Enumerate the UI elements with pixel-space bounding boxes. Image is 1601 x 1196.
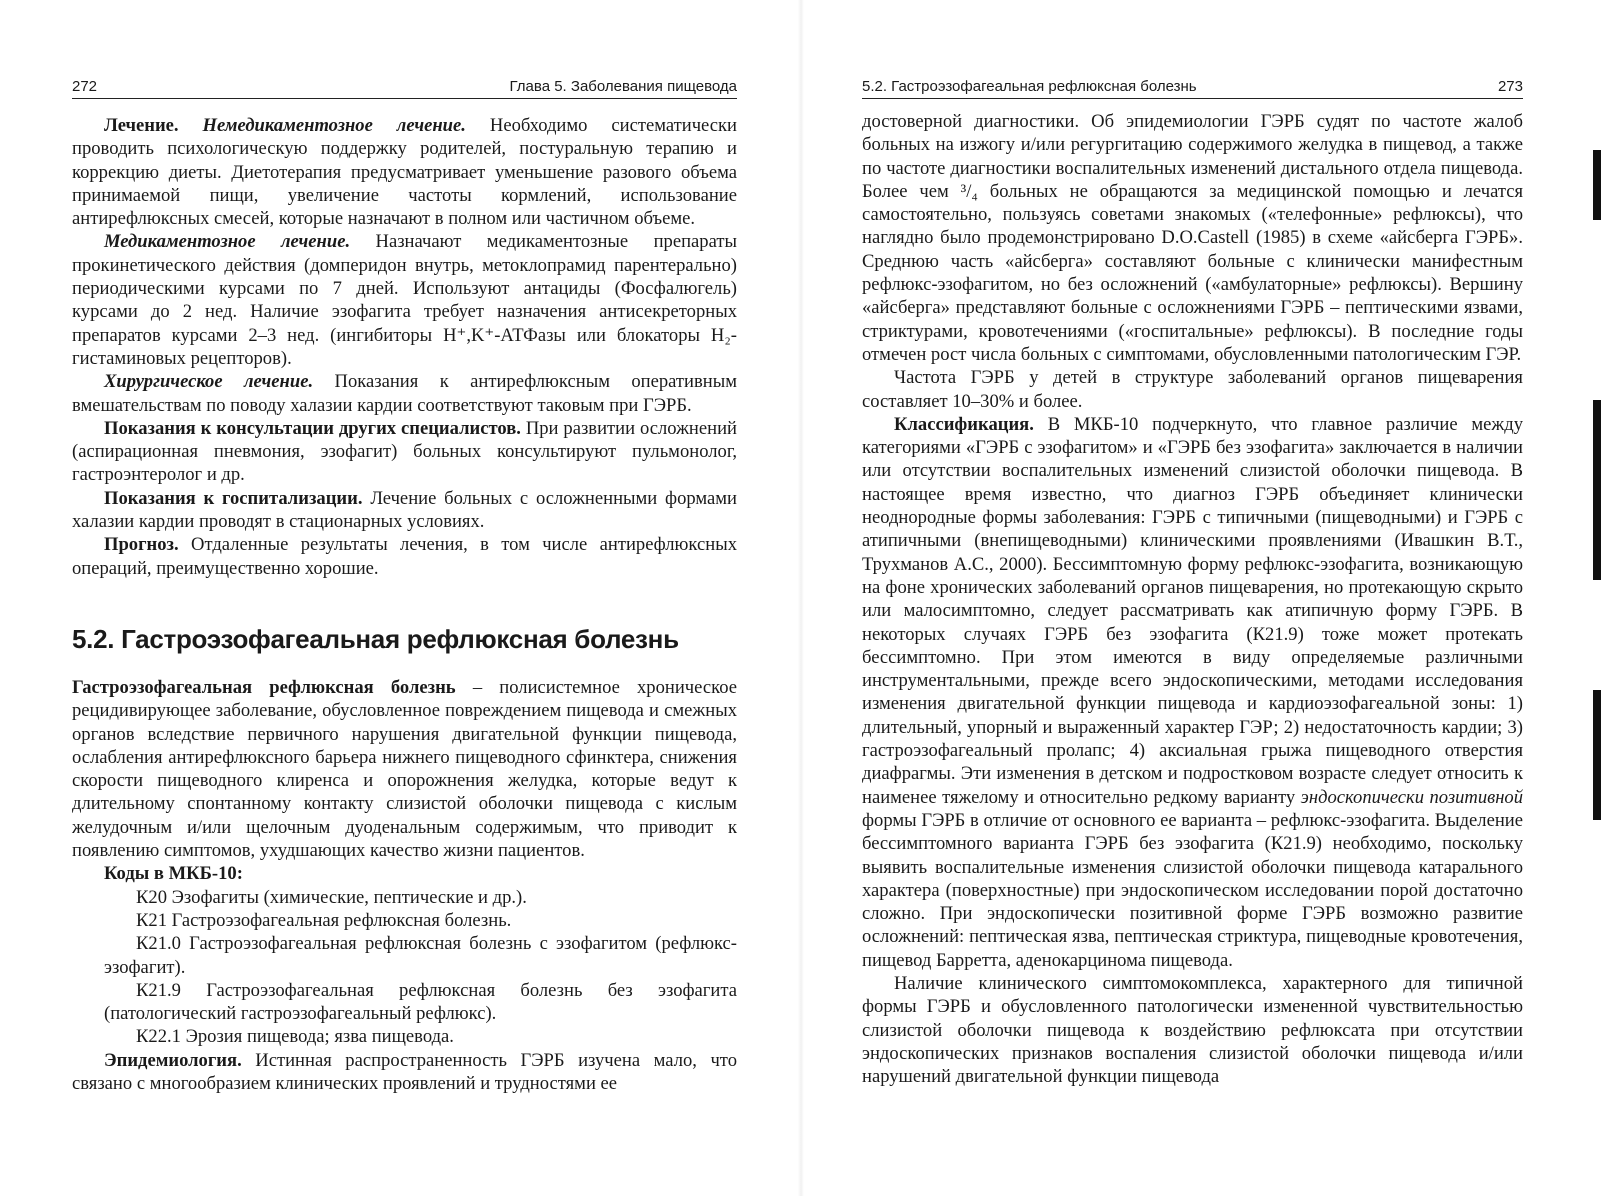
paragraph-text: Истинная распространенность ГЭРБ изучена мало, что связано с многообразием клинических проявлений и трудностями ее (72, 1049, 737, 1095)
code-item: К22.1 Эрозия пищевода; язва пищевода. (136, 1026, 454, 1048)
code-item: К20 Эзофагиты (химические, пептические и др.). (136, 886, 527, 908)
paragraph-label: Прогноз. (104, 534, 179, 556)
paragraph-sublabel: Немедикаментозное лечение. (202, 115, 466, 136)
paragraph (72, 487, 737, 534)
paragraph-label: Классификация. (894, 413, 1034, 435)
left-page-header (72, 78, 737, 99)
running-head: Глава 5. Заболевания пищевода (509, 78, 737, 95)
paragraph: достоверной диагностики. Об эпидемиологии ГЭРБ судят по частоте жалоб больных на изжогу и/или регургитацию содержимого желудка в пищевод, а также по частоте диагностики воспалительных изменений дистального отдела пищевода. Более чем ³/₄ больных не обращаются за медицинской помощью и лечатся самостоятельно, пользуясь советами знакомых («телефонные» рефлюксы), что наглядно было продемонстрировано D.O.Castell (1985) в схеме «айсберга ГЭРБ». Среднюю часть «айсберга» составляют больные с клинически манифестным рефлюкс-эзофагитом, но без осложнений («амбулаторные» рефлюксы). Вершину «айсберга» представляют больные с осложнениями ГЭРБ – пептическими язвами, стриктурами, кровотечениями («госпитальные» рефлюксы). В последние годы отмечен рост числа больных с симптомами, обусловленными патологическим ГЭР. (862, 111, 1523, 365)
page-edge-mark (1593, 690, 1601, 820)
paragraph (72, 370, 737, 417)
paragraph-text: Назначают медикаментозные препараты прокинетического действия (домперидон внутрь, метоклопрамид парентерально) периодическими курсами по 7 дней. Используют антациды (Фосфалюгель) курсами до 2 нед. Наличие эзофагита требует назначения антисекреторных препаратов курсами 2–3 нед. (ингибиторы H⁺,K⁺-АТФазы или блокаторы H₂-гистаминовых рецепторов). (72, 231, 737, 369)
right-page-header (862, 78, 1523, 99)
left-body-top (72, 114, 737, 580)
paragraph-text: формы ГЭРБ в отличие от основного ее варианта – рефлюкс-эзофагита. Выделение бессимптомного варианта ГЭРБ без эзофагита (К21.9) необходимо, поскольку выявить воспалительные изменения слизистой оболочки пищевода катарального характера (поверхностные) при эндоскопическом исследовании порой достаточно сложно. При эндоскопически позитивной форме ГЭРБ возможно развитие осложнений: пептическая язва, пептическая стриктура, пищеводные кровотечения, пищевод Барретта, аденокарцинома пищевода. (862, 809, 1523, 971)
paragraph (72, 533, 737, 580)
paragraph-text: Показания к антирефлюксным оперативным вмешательствам по поводу халазии кардии соответствуют таковым при ГЭРБ. (72, 371, 737, 416)
definition-term: Гастроэзофагеальная рефлюксная болезнь (72, 677, 456, 698)
paragraph (862, 413, 1523, 972)
paragraph-label: Лечение. (104, 115, 179, 136)
definition-text: – полисистемное хроническое рецидивирующее заболевание, обусловленное повреждением пищевода и смежных органов вследствие первичного нарушения двигательной функции пищевода, ослабления антирефлюксного барьера нижнего пищеводного сфинктера, снижения скорости пищеводного клиренса и опорожнения желудка, которые ведут к длительному спонтанному контакту слизистой оболочки пищевода с кислым желудочным и/или щелочным дуоденальным содержимым, что приводит к появлению симптомов, ухудшающих качество жизни пациентов. (72, 677, 737, 862)
code-item: К21 Гастроэзофагеальная рефлюксная болезнь. (136, 909, 512, 931)
page-edge-mark (1593, 400, 1601, 580)
paragraph-text: Лечение больных с осложненными формами халазии кардии проводят в стационарных условиях. (72, 487, 738, 533)
italic-term: эндоскопически позитивной (1300, 786, 1524, 808)
paragraph-text: При развитии осложнений (аспирационная пневмония, эзофагит) больных консультируют пульмонолог, гастроэнтеролог и др. (72, 417, 737, 486)
page-edge-mark (1593, 150, 1601, 220)
left-body-bottom (72, 676, 737, 1095)
paragraph-text: В МКБ-10 подчеркнуто, что главное различие между категориями «ГЭРБ с эзофагитом» и «ГЭРБ без эзофагита» заключается в наличии или отсутствии воспалительных изменений слизистой оболочки пищевода. В настоящее время известно, что диагноз ГЭРБ объединяет клинически неоднородные формы заболевания: ГЭРБ с типичными (пищеводными) и ГЭРБ с атипичными (внепищеводными) клиническими проявлениями (Ивашкин В.Т., Трухманов А.С., 2000). Бессимптомную форму рефлюкс-эзофагита, возникающую на фоне хронических заболеваний органов пищеварения, но протекающую скрыто или малосимптомно, следует рассматривать как атипичную форму ГЭРБ. В некоторых случаях ГЭРБ без эзофагита (К21.9) тоже может протекать бессимптомно. При этом имеются в виду определяемые различными инструментальными, прежде всего эндоскопическими, методами исследования изменения двигательной функции пищевода и кардиоэзофагеальной зоны: 1) длительный, упорный и выраженный характер ГЭР; 2) недостаточность кардии; 3) гастроэзофагеальный пролапс; 4) аксиальная грыжа пищеводного отверстия диафрагмы. Эти изменения в детском и подростковом возрасте следует относить к наименее тяжелому и относительно редкому варианту (862, 413, 1524, 808)
running-head: 5.2. Гастроэзофагеальная рефлюксная болезнь (862, 78, 1197, 95)
paragraph (72, 417, 737, 487)
book-spine (798, 0, 804, 1196)
paragraph (72, 1049, 737, 1096)
paragraph-label: Эпидемиология. (104, 1049, 242, 1071)
paragraph: Наличие клинического симптомокомплекса, характерного для типичной формы ГЭРБ и обусловленного патологически измененной чувствительностью слизистой оболочки пищевода к воздействию рефлюксата при отсутствии эндоскопических признаков воспаления слизистой оболочки пищевода и/или нарушений двигательной функции пищевода (862, 972, 1523, 1088)
page-number: 272 (72, 78, 98, 95)
right-body (862, 110, 1523, 1088)
page-number: 273 (1497, 78, 1523, 95)
paragraph-text: Отдаленные результаты лечения, в том числе антирефлюксных операций, преимущественно хорошие. (72, 534, 737, 579)
paragraph (72, 114, 737, 230)
paragraph-label: Показания к госпитализации. (104, 487, 363, 509)
paragraph-label: Показания к консультации других специалистов. (104, 417, 521, 439)
paragraph: Частота ГЭРБ у детей в структуре заболеваний органов пищеварения составляет 10–30% и более. (862, 367, 1523, 412)
section-title: 5.2. Гастроэзофагеальная рефлюксная болезнь (72, 624, 679, 654)
paragraph-label: Хирургическое лечение. (104, 371, 314, 393)
codes-heading: Коды в МКБ-10: (104, 863, 243, 885)
code-item: К21.0 Гастроэзофагеальная рефлюксная болезнь с эзофагитом (рефлюкс-эзофагит). (104, 933, 737, 978)
paragraph (72, 230, 737, 370)
definition-paragraph (72, 676, 737, 862)
code-item: К21.9 Гастроэзофагеальная рефлюксная болезнь без эзофагита (патологический гастроэзофагеальный рефлюкс). (104, 979, 737, 1025)
paragraph-text: Необходимо систематически проводить психологическую поддержку родителей, постуральную терапию и коррекцию диеты. Диетотерапия предусматривает уменьшение разового объема принимаемой пищи, увеличение частоты кормлений, использование антирефлюксных смесей, которые назначают в полном или частичном объеме. (72, 115, 738, 230)
paragraph-label: Медикаментозное лечение. (104, 231, 351, 253)
